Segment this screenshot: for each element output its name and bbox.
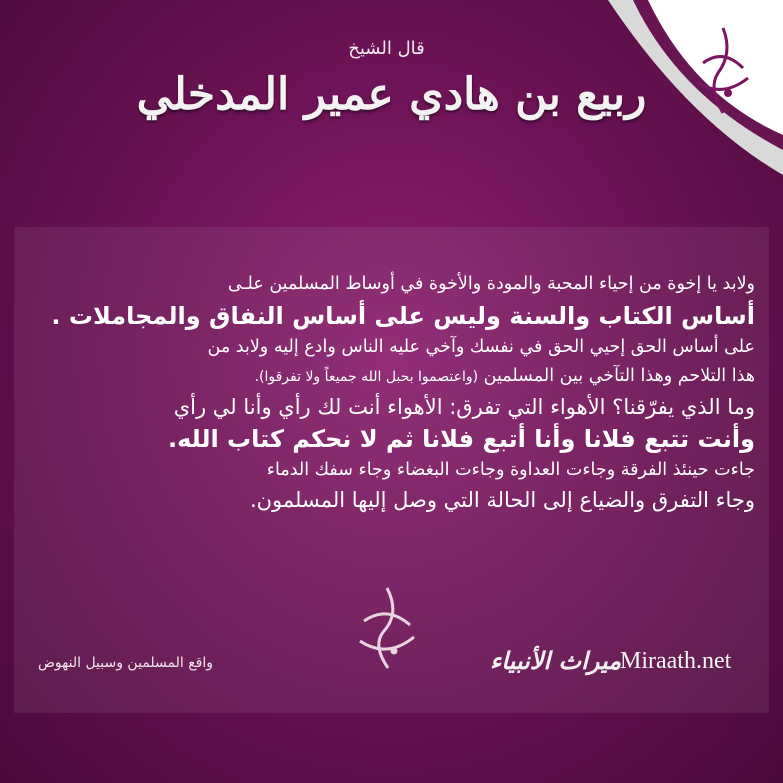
quote-text bbox=[30, 270, 755, 515]
quote-line-part: هذا التلاحم وهذا التآخي بين المسلمين bbox=[483, 366, 755, 386]
quote-line: على أساس الحق إحيي الحق في نفسك وآخي عليه الناس وادع إليه ولابد من bbox=[207, 337, 755, 357]
quote-line: جاءت حينئذ الفرقة وجاءت العداوة وجاءت البغضاء وجاء سفك الدماء bbox=[266, 460, 755, 480]
quote-line: وأنت تتبع فلانا وأنا أتبع فلانا ثم لا نحكم كتاب الله. bbox=[167, 425, 755, 453]
center-calligraphy-logo-icon bbox=[352, 583, 422, 673]
header bbox=[0, 38, 783, 120]
website-link[interactable]: Miraath.net bbox=[620, 648, 732, 674]
quran-verse: (واعتصموا بحبل الله جميعاً ولا تفرقوا). bbox=[254, 369, 479, 385]
quote-line: وما الذي يفرّقنا؟ الأهواء التي تفرق: الأهواء أنت لك رأي وأنا لي رأي bbox=[173, 395, 755, 419]
brand-arabic-logo: ميراث الأنبياء bbox=[490, 646, 622, 675]
quote-line: أساس الكتاب والسنة وليس على أساس النفاق والمجاملات . bbox=[51, 302, 755, 330]
quote-line bbox=[30, 362, 755, 392]
quote-line: ولابد يا إخوة من إحياء المحبة والمودة والأخوة في أوساط المسلمين علـى bbox=[227, 274, 755, 294]
sheikh-name-calligraphy: ربيع بن هادي عمير المدخلي bbox=[136, 69, 647, 120]
intro-text: قال الشيخ bbox=[348, 38, 425, 59]
quote-line: وجاء التفرق والضياع إلى الحالة التي وصل إليها المسلمون. bbox=[249, 488, 755, 512]
lecture-title: واقع المسلمين وسبيل النهوض bbox=[38, 655, 214, 671]
